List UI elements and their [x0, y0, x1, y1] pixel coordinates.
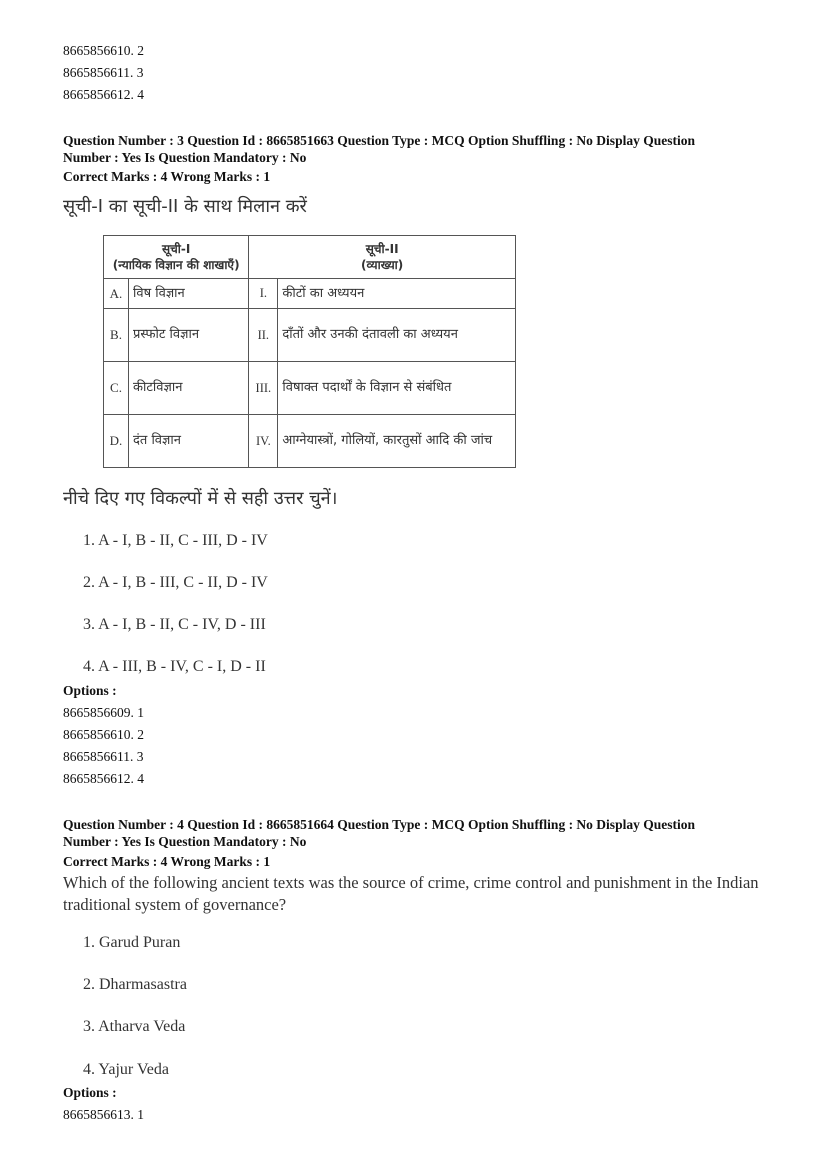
- row-right-text: आग्नेयास्त्रों, गोलियों, कारतुसों आदि की जांच: [278, 415, 516, 468]
- row-key: A.: [104, 279, 129, 309]
- row-left-text: विष विज्ञान: [129, 279, 249, 309]
- table-row: [104, 279, 516, 309]
- q3-choice: 1. A - I, B - II, C - III, D - IV: [83, 532, 268, 549]
- row-right-text: विषाक्त पदार्थों के विज्ञान से संबंधित: [278, 362, 516, 415]
- table-row: [104, 362, 516, 415]
- row-key: D.: [104, 415, 129, 468]
- q4-marks: Correct Marks : 4 Wrong Marks : 1: [63, 854, 271, 869]
- option-id-line: 8665856611. 3: [63, 65, 144, 80]
- list-2-title: सूची-II: [365, 242, 399, 256]
- list-1-title: सूची-I: [162, 242, 191, 256]
- list-2-subtitle: (व्याख्या): [361, 258, 404, 272]
- option-id-line: 8665856610. 2: [63, 43, 144, 58]
- row-key: B.: [104, 309, 129, 362]
- row-roman: IV.: [249, 415, 278, 468]
- q3-meta-line1: Question Number : 3 Question Id : 8665851663 Question Type : MCQ Option Shuffling : No Display Question: [63, 133, 695, 148]
- option-id-line: 8665856612. 4: [63, 771, 144, 786]
- q4-question-text: Which of the following ancient texts was the source of crime, crime control and punishment in the Indian traditional system of governance?: [63, 873, 759, 914]
- row-right-text: दाँतों और उनकी दंतावली का अध्ययन: [278, 309, 516, 362]
- q3-options-label: Options :: [63, 683, 117, 698]
- list-2-header: [249, 236, 516, 279]
- q3-choice: 3. A - I, B - II, C - IV, D - III: [83, 616, 266, 633]
- q3-instruction: सूची-I का सूची-II के साथ मिलान करें: [63, 196, 307, 217]
- option-id-line: 8665856613. 1: [63, 1107, 144, 1122]
- q4-choice: 4. Yajur Veda: [83, 1061, 169, 1078]
- row-roman: II.: [249, 309, 278, 362]
- option-id-line: 8665856609. 1: [63, 705, 144, 720]
- option-id-line: 8665856610. 2: [63, 727, 144, 742]
- row-left-text: दंत विज्ञान: [129, 415, 249, 468]
- option-id-line: 8665856612. 4: [63, 87, 144, 102]
- list-1-header: [104, 236, 249, 279]
- row-roman: III.: [249, 362, 278, 415]
- table-row: [104, 309, 516, 362]
- q3-meta-line2: Number : Yes Is Question Mandatory : No: [63, 150, 307, 165]
- row-right-text: कीटों का अध्ययन: [278, 279, 516, 309]
- list-1-subtitle: (न्यायिक विज्ञान की शाखाएँ): [112, 258, 240, 272]
- q4-meta-line2: Number : Yes Is Question Mandatory : No: [63, 834, 307, 849]
- q4-options-label: Options :: [63, 1085, 117, 1100]
- q3-marks: Correct Marks : 4 Wrong Marks : 1: [63, 169, 271, 184]
- q3-choice: 4. A - III, B - IV, C - I, D - II: [83, 658, 266, 675]
- q4-choice: 3. Atharva Veda: [83, 1018, 186, 1035]
- matching-table: [103, 235, 516, 468]
- row-left-text: प्रस्फोट विज्ञान: [129, 309, 249, 362]
- q4-meta-line1: Question Number : 4 Question Id : 8665851664 Question Type : MCQ Option Shuffling : No Display Question: [63, 817, 695, 832]
- table-row: [104, 415, 516, 468]
- option-id-line: 8665856611. 3: [63, 749, 144, 764]
- q3-choose-instruction: नीचे दिए गए विकल्पों में से सही उत्तर चुनें।: [63, 488, 338, 509]
- q4-choice: 1. Garud Puran: [83, 934, 181, 951]
- q4-choice: 2. Dharmasastra: [83, 976, 187, 993]
- row-key: C.: [104, 362, 129, 415]
- row-left-text: कीटविज्ञान: [129, 362, 249, 415]
- row-roman: I.: [249, 279, 278, 309]
- q3-choice: 2. A - I, B - III, C - II, D - IV: [83, 574, 268, 591]
